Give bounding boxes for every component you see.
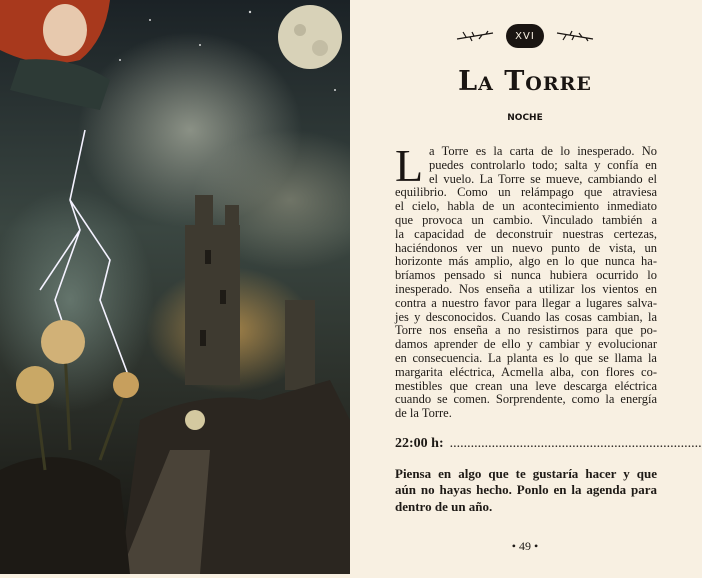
drop-cap: L — [395, 140, 424, 191]
body-line: damos aprender de ello y cambiar y evolucionar — [395, 337, 657, 352]
flowers — [16, 320, 139, 470]
body-line: horizonte más amplio, algo en lo que nunca ha- — [395, 254, 657, 269]
body-line: puedes controlarlo todo; salta y confía en — [429, 157, 657, 172]
body-line: margarita eléctrica, Acmella alba, con flores co- — [395, 364, 657, 379]
body-line: cuando se comen. Sorprendente, como la energía — [395, 392, 657, 407]
body-line: inesperado. Nos enseña a utilizar los vientos en — [395, 281, 657, 296]
card-subtitle: NOCHE — [507, 113, 543, 123]
card-header — [350, 24, 700, 48]
body-line: el cielo, habla de un acontecimiento inmediato — [395, 199, 657, 214]
body-line: el vuelo. La Torre se mueve, cambiando el — [429, 171, 657, 186]
time-entry — [395, 436, 702, 452]
body-line: a Torre es la carta de lo inesperado. No — [429, 144, 657, 158]
body-line: mestibles que crean una leve descarga eléctrica — [395, 378, 657, 393]
body-line: la capacidad de deconstruir nuestras certezas, — [395, 226, 657, 241]
body-line: en consecuencia. La planta es lo que se llama la — [395, 350, 657, 365]
body-line: jes y desconocidos. Cuando las cosas cambian, la — [395, 309, 657, 324]
card-description — [395, 140, 657, 421]
card-title: La Torre — [458, 66, 592, 97]
task-line: aún no hayas hecho. Ponlo en la agenda para — [395, 482, 657, 498]
branch-right-icon — [556, 30, 594, 42]
tower — [185, 195, 315, 390]
body-line: de la Torre. — [395, 406, 452, 421]
time-label: 22:00 h: — [395, 436, 444, 451]
body-line: haciéndonos ver un nuevo punto de vista, un — [395, 240, 657, 255]
arcana-numeral: XVI — [506, 24, 544, 48]
body-line: bríamos pensado si nunca hubiera ocurrido lo — [395, 268, 657, 283]
text-page — [350, 0, 700, 574]
page-number: • 49 • — [511, 539, 539, 553]
time-blank-line[interactable]: ........................................................................ — [449, 436, 702, 451]
body-line: que provoca un cambio. Vinculado también a — [395, 212, 657, 227]
task-line: Piensa en algo que te gustaría hacer y que — [395, 466, 657, 481]
body-line: equilibrio. Como un relámpago que atraviesa — [395, 185, 657, 200]
body-line: contra a nuestro favor para llegar a lugares salva- — [395, 295, 657, 310]
task-prompt — [395, 466, 657, 515]
branch-left-icon — [456, 30, 494, 42]
tower-illustration — [0, 0, 350, 574]
body-line: Torre nos enseña a no resistirnos para que po- — [395, 323, 657, 338]
moon — [278, 5, 342, 69]
task-line: dentro de un año. — [395, 498, 493, 514]
